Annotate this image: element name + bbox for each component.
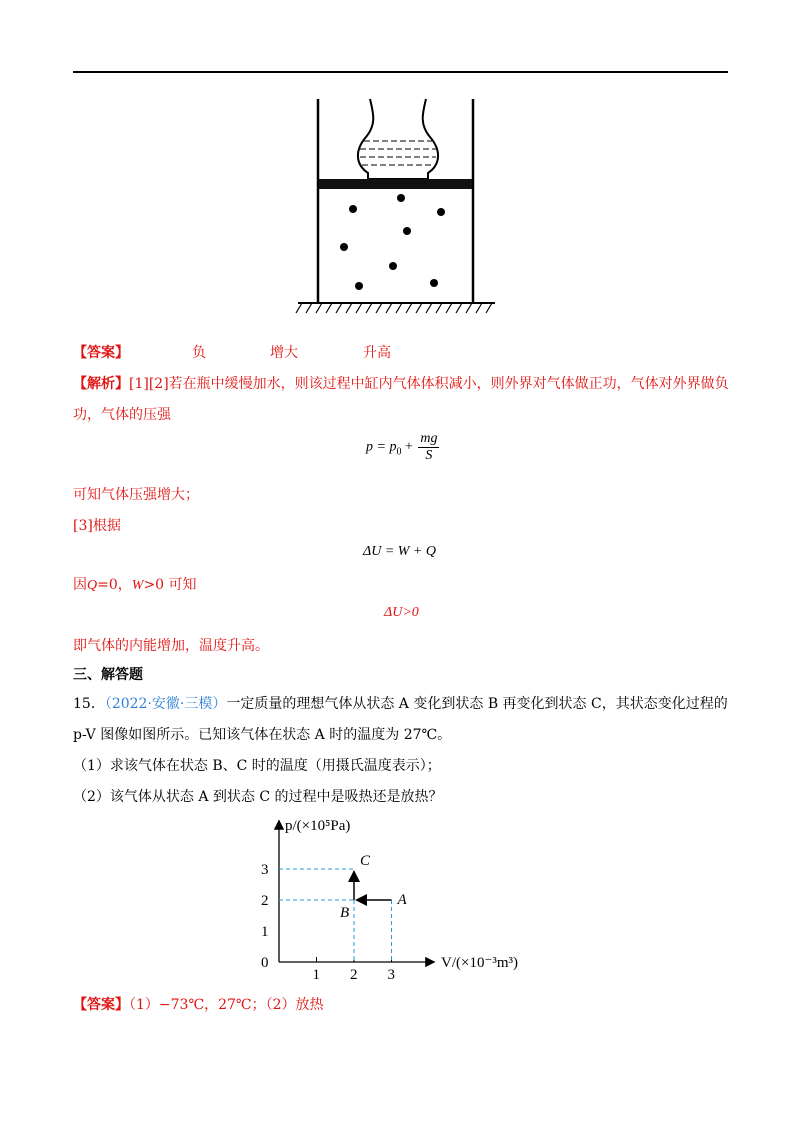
answer-2-text: （1）−73℃，27℃；（2）放热 <box>129 997 324 1013</box>
x-tick-label: 1 <box>312 967 320 983</box>
question-2: （2）该气体从状态 A 到状态 C 的过程中是吸热还是放热？ <box>73 789 443 805</box>
y-tick-label: 2 <box>261 893 269 909</box>
answer-blank-1: 负 <box>192 345 206 361</box>
answer-blank-3: 升高 <box>363 345 391 361</box>
analysis-line-1 <box>73 374 729 394</box>
eq1-fraction <box>418 431 439 464</box>
answer-1 <box>73 343 391 363</box>
problem-text-1: 一定质量的理想气体从状态 A 变化到状态 B 再变化到状态 C，其状态变化过程的 <box>226 696 728 712</box>
pv-graph <box>255 810 555 985</box>
point-a-label: A <box>397 892 407 908</box>
eq1-lhs: p = p <box>366 439 397 455</box>
answer-label: 【答案】 <box>73 345 129 361</box>
problem-line-1 <box>73 694 728 714</box>
analysis-line-5 <box>73 575 197 596</box>
eq1-plus: + <box>401 439 417 455</box>
question-1: （1）求该气体在状态 B、C 时的温度（用摄氏温度表示）； <box>73 758 441 774</box>
delta-u-result: ΔU>0 <box>384 605 419 620</box>
x-axis-label: V/(×10⁻³m³) <box>441 955 519 971</box>
analysis-text-1: [1][2]若在瓶中缓慢加水，则该过程中缸内气体体积减小，则外界对气体做正功，气体对外界做负 <box>129 376 729 392</box>
analysis-line-4: [3]根据 <box>73 518 121 534</box>
header-rule <box>73 71 728 73</box>
y-axis-label: p/(×10⁵Pa) <box>285 818 351 834</box>
t5q: Q <box>87 578 98 593</box>
y-tick-label: 1 <box>261 924 269 940</box>
point-c-label: C <box>360 853 371 869</box>
eq1-sub: 0 <box>396 446 402 458</box>
answer-blank-2: 增大 <box>270 345 298 361</box>
pressure-equation <box>366 431 439 464</box>
analysis-line-6: 即气体的内能增加，温度升高。 <box>73 638 269 654</box>
eq1-num: mg <box>420 431 438 446</box>
t5b: =0， <box>97 577 132 593</box>
t5w: W <box>131 578 144 593</box>
graph-marks <box>261 853 408 983</box>
x-tick-label: 3 <box>387 967 395 983</box>
eq1-den: S <box>425 448 433 463</box>
answer-2 <box>73 995 324 1015</box>
section-heading: 三、解答题 <box>73 667 143 683</box>
problem-number: 15． <box>73 696 105 712</box>
cylinder-diagram <box>290 95 505 320</box>
problem-line-2: p-V 图像如图所示。已知该气体在状态 A 时的温度为 27℃。 <box>73 727 452 743</box>
y-tick-label: 0 <box>261 955 269 971</box>
energy-equation: ΔU = W + Q <box>363 544 436 559</box>
y-tick-label: 3 <box>261 862 269 878</box>
t5a: 因 <box>73 577 87 593</box>
analysis-label: 【解析】 <box>73 376 129 392</box>
analysis-line-2: 功，气体的压强 <box>73 407 171 423</box>
answer-2-label: 【答案】 <box>73 997 129 1013</box>
x-tick-label: 2 <box>350 967 358 983</box>
point-b-label: B <box>340 905 350 921</box>
problem-source: （2022·安徽·三模） <box>104 696 227 712</box>
t5c: >0 可知 <box>143 577 197 593</box>
analysis-line-3: 可知气体压强增大； <box>73 487 199 503</box>
